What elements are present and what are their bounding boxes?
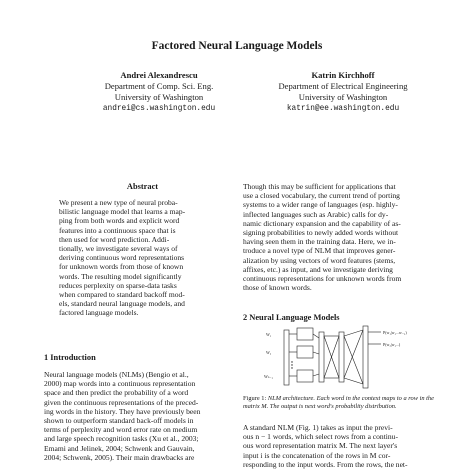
author-email[interactable]: andrei@cs.washington.edu: [102, 104, 216, 113]
author-department: Department of Electrical Engineering: [278, 81, 408, 92]
figure-caption-label: Figure 1:: [243, 395, 267, 402]
body-line: use a closed vocabulary, the current trend of porting: [243, 191, 400, 201]
body-line: signing probabilities to newly added words without: [243, 228, 399, 238]
figure-output-label: P(w₁|w₁...w₋₁): [383, 330, 407, 335]
right-column-intro-continued: [243, 182, 439, 292]
abstract-line: features into a continuous space that is: [59, 225, 176, 235]
abstract-body: [59, 198, 227, 318]
intro-line: 2000) map words into a continuous representation: [44, 379, 196, 389]
intro-line: Emami and Jelinek, 2004; Schwenk and Gauvain,: [44, 443, 195, 453]
abstract-line: words. The resulting model significantly: [59, 271, 182, 281]
abstract-line: for unknown words from those of known: [59, 262, 184, 272]
intro-line: terms of perplexity and word error rate on medium: [44, 425, 198, 435]
abstract-line: when compared to standard backoff mod-: [59, 290, 185, 300]
intro-line: and large speech recognition tasks (Xu et al., 2003;: [44, 434, 199, 444]
abstract-line: bilistic language model that learns a map-: [59, 207, 186, 217]
abstract-line: factored language models.: [59, 308, 139, 318]
intro-line: Neural language models (NLMs) (Bengio et al.,: [44, 370, 189, 379]
body-line: inflected languages such as Arabic) calls for dy-: [243, 209, 389, 219]
body-line: ous n − 1 words, which select rows from a continu-: [243, 432, 398, 442]
abstract-line: then used for word prediction. Addi-: [59, 234, 170, 244]
body-line: input i is the concatenation of the rows in M cor-: [243, 450, 391, 460]
abstract-line: tionally, we investigate several ways of: [59, 244, 178, 254]
author-affiliation: University of Washington: [114, 92, 204, 103]
body-line: Though this may be sufficient for applications that: [243, 182, 396, 191]
body-line: those of known words.: [243, 283, 312, 293]
body-line: having seen them in the training data. Here, we in-: [243, 237, 396, 247]
body-line: A standard NLM (Fig. 1) takes as input the previ-: [243, 423, 393, 432]
author-name: Katrin Kirchhoff: [311, 70, 375, 80]
abstract-line: els, standard neural language models, and: [59, 299, 185, 309]
body-line: alization by using vectors of word features (stems,: [243, 255, 396, 265]
intro-line: shown to outperform standard back-off models in: [44, 416, 194, 426]
figure-input-label: Wₙ₋₁: [264, 374, 273, 379]
intro-line: ing words in the history. They have previously been: [44, 406, 201, 416]
nlm-architecture-figure: [263, 324, 439, 391]
paper-title: Factored Neural Language Models: [151, 40, 323, 52]
author-block-1: [59, 70, 259, 115]
abstract-line: deriving continuous word representations: [59, 253, 185, 263]
section-heading-neural-lm: 2 Neural Language Models: [243, 313, 340, 322]
abstract-line: ping from both words and explicit word: [59, 216, 180, 226]
section-heading-introduction: 1 Introduction: [44, 353, 96, 362]
figure-caption: [243, 395, 439, 411]
body-line: ous word representation matrix M. The next layer's: [243, 441, 398, 451]
body-line: continuous representations for unknown words from: [243, 274, 402, 284]
author-name: Andrei Alexandrescu: [120, 70, 198, 80]
author-department: Department of Comp. Sci. Eng.: [104, 81, 214, 92]
abstract-heading: Abstract: [126, 182, 159, 191]
body-line: namic dictionary expansion and the capability of as-: [243, 218, 401, 228]
figure-input-label: W₂: [266, 350, 272, 355]
introduction-body: [44, 370, 241, 462]
author-block-2: [243, 70, 443, 115]
neural-lm-body: [243, 423, 439, 469]
body-line: responding to the input words. From the rows, the net-: [243, 459, 408, 469]
intro-line: space and then predict the probability of a word: [44, 388, 189, 398]
body-line: affixes, etc.) as input, and we investigate deriving: [243, 264, 393, 274]
figure-input-label: W₁: [266, 332, 272, 337]
figure-caption-text: NLM architecture. Each word in the context maps to a row in the matrix M. The output is next word's probability distribution.: [243, 395, 434, 410]
abstract-line: reduces perplexity on sparse-data tasks: [59, 280, 177, 290]
abstract-line: We present a new type of neural proba-: [59, 198, 178, 207]
body-line: troduce a novel type of NLM that improves gener-: [243, 246, 396, 256]
intro-line: 2004; Schwenk, 2005). Their main drawbacks are: [44, 452, 195, 462]
intro-line: given the continuous representations of the preced-: [44, 397, 199, 407]
author-email[interactable]: katrin@ee.washington.edu: [286, 104, 400, 113]
figure-output-label: P(w₂|w₁...): [383, 342, 401, 347]
body-line: systems to a wider range of languages (esp. highly-: [243, 200, 398, 210]
author-affiliation: University of Washington: [298, 92, 388, 103]
